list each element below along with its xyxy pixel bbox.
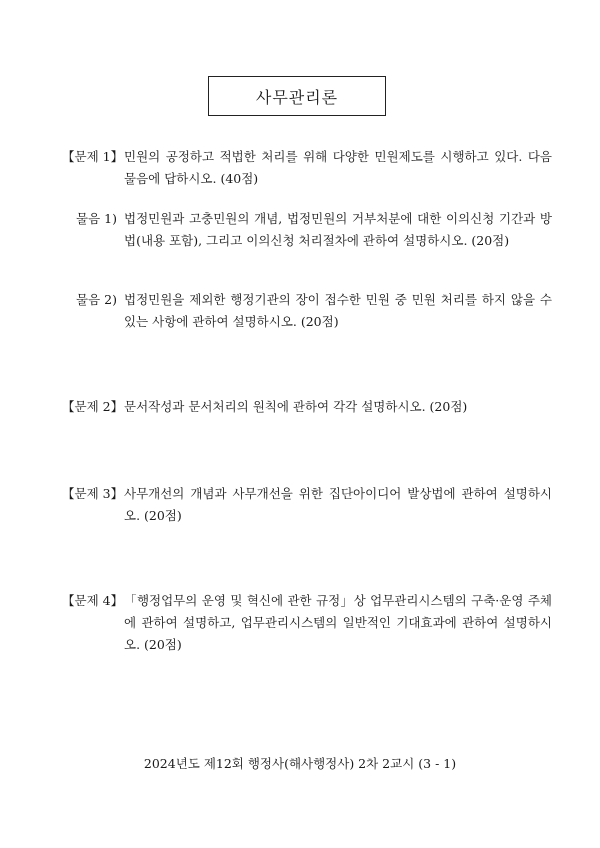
question-1-sub-2-text: 법정민원을 제외한 행정기관의 장이 접수한 민원 중 민원 처리를 하지 않을 수 있는 사항에 관하여 설명하시오. (20점): [124, 292, 552, 329]
question-1-label: 【문제 1】: [62, 149, 124, 164]
question-3-text: 사무개선의 개념과 사무개선을 위한 집단아이디어 발상법에 관하여 설명하시오. (20점): [124, 486, 552, 523]
question-4-label: 【문제 4】: [62, 593, 124, 608]
question-2-text: 문서작성과 문서처리의 원칙에 관하여 각각 설명하시오. (20점): [124, 399, 468, 414]
question-4-text: 「행정업무의 운영 및 혁신에 관한 규정」상 업무관리시스템의 구축·운영 주체에 관하여 설명하고, 업무관리시스템의 일반적인 기대효과에 관하여 설명하시오. (20점): [124, 593, 552, 652]
question-2-label: 【문제 2】: [62, 399, 124, 414]
question-1-sub-2-label: 물음 2): [76, 292, 117, 307]
question-1-sub-1-label: 물음 1): [76, 211, 117, 226]
question-1-sub-1-text: 법정민원과 고충민원의 개념, 법정민원의 거부처분에 대한 이의신청 기간과 방법(내용 포함), 그리고 이의신청 처리절차에 관하여 설명하시오. (20점): [124, 211, 552, 248]
question-3-label: 【문제 3】: [62, 486, 124, 501]
page-footer: 2024년도 제12회 행정사(해사행정사) 2차 2교시 (3 - 1): [143, 756, 457, 771]
page-title: 사무관리론: [208, 76, 386, 116]
question-1-text: 민원의 공정하고 적법한 처리를 위해 다양한 민원제도를 시행하고 있다. 다음 물음에 답하시오. (40점): [124, 149, 552, 186]
